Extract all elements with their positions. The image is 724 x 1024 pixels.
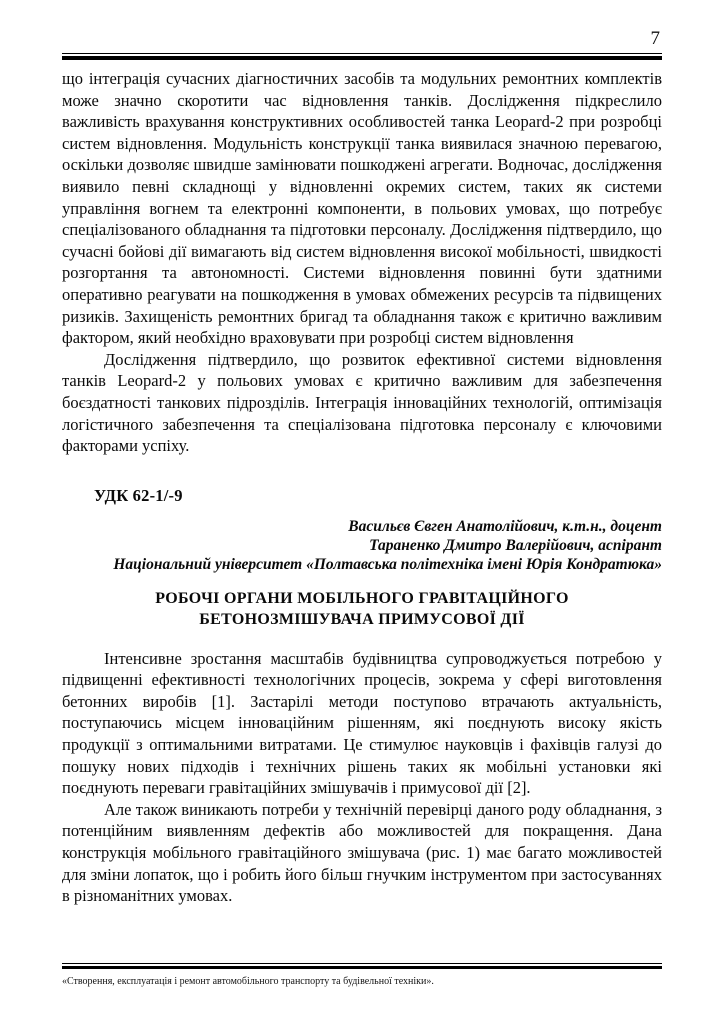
page-content xyxy=(62,68,662,907)
article-title xyxy=(62,588,662,630)
article-paragraph-2: Але також виникають потреби у технічній перевірці даного роду обладнання, з потенційним виявленням дефектів або можливостей для покращення. Дана конструкція мобільного гравітаційного змішувача (рис. 1) має багато можливостей для зміни лопаток, що і робить його більш гнучким інструментом при застосуваннях в різноманітних умовах. xyxy=(62,799,662,906)
author-line-2: Тараненко Дмитро Валерійович, аспірант xyxy=(369,536,662,554)
author-line-1: Васильєв Євген Анатолійович, к.т.н., доцент xyxy=(348,517,662,535)
footer-text: «Створення, експлуатація і ремонт автомобільного транспорту та будівельної техніки». xyxy=(62,976,434,987)
continued-paragraph-2: Дослідження підтвердило, що розвиток ефективної системи відновлення танків Leopard-2 у польових умовах є критично важливим для забезпечення боєздатності танкових підрозділів. Інтеграція інноваційних технологій, оптимізація логістичного забезпечення та спеціалізована підготовка персоналу є ключовими факторами успіху. xyxy=(62,349,662,456)
article-heading-block xyxy=(62,485,662,630)
page-footer xyxy=(62,963,662,988)
article-title-line-2: БЕТОНОЗМІШУВАЧА ПРИМУСОВОЇ ДІЇ xyxy=(199,610,525,628)
footer-rule xyxy=(62,963,662,969)
udk-code: УДК 62-1/-9 xyxy=(94,485,183,505)
page-number: 7 xyxy=(650,28,660,49)
header-rule-thick xyxy=(62,56,662,60)
author-block xyxy=(62,517,662,574)
footer-rule-thick xyxy=(62,966,662,969)
header-rule xyxy=(62,53,662,60)
article-paragraph-1: Інтенсивне зростання масштабів будівництва супроводжується потребою у підвищенні ефективності технологічних процесів, зокрема у сфері виготовлення бетонних виробів [1]. Застарілі методи поступово втрачають актуальність, поступаючись місцем інноваційним рішенням, які поєднують високу якість продукції з оптимальними витратами. Це стимулює науковців і фахівців галузі до пошуку нових підходів і технічних рішень таких як мобільні установки які поєднують переваги гравітаційних змішувачів і примусової дії [2]. xyxy=(62,648,662,798)
page-header xyxy=(62,28,662,60)
article-body xyxy=(62,648,662,907)
article-title-line-1: РОБОЧІ ОРГАНИ МОБІЛЬНОГО ГРАВІТАЦІЙНОГО xyxy=(155,589,569,607)
continued-paragraph-1: що інтеграція сучасних діагностичних засобів та модульних ремонтних комплектів може значно скоротити час відновлення танків. Дослідження підкреслило важливість врахування конструктивних особливостей танка Leopard-2 при розробці систем відновлення. Модульність конструкції танка виявилася значною перевагою, оскільки дозволяє швидше замінювати пошкоджені агрегати. Водночас, дослідження виявило певні складнощі у відновленні окремих систем, таких як системи управління вогнем та електронні компоненти, в польових умовах, що потребує спеціалізованого обладнання та підготовки персоналу. Дослідження підтвердило, що сучасні бойові дії вимагають від систем відновлення високої мобільності, швидкості розгортання та автономності. Системи відновлення повинні бути здатними оперативно реагувати на пошкодження в умовах обмежених ресурсів та підвищених ризиків. Захищеність ремонтних бригад та обладнання також є критично важливим фактором, який необхідно враховувати при розробці систем відновлення xyxy=(62,69,662,348)
affiliation-line: Національний університет «Полтавська політехніка імені Юрія Кондратюка» xyxy=(113,555,662,573)
